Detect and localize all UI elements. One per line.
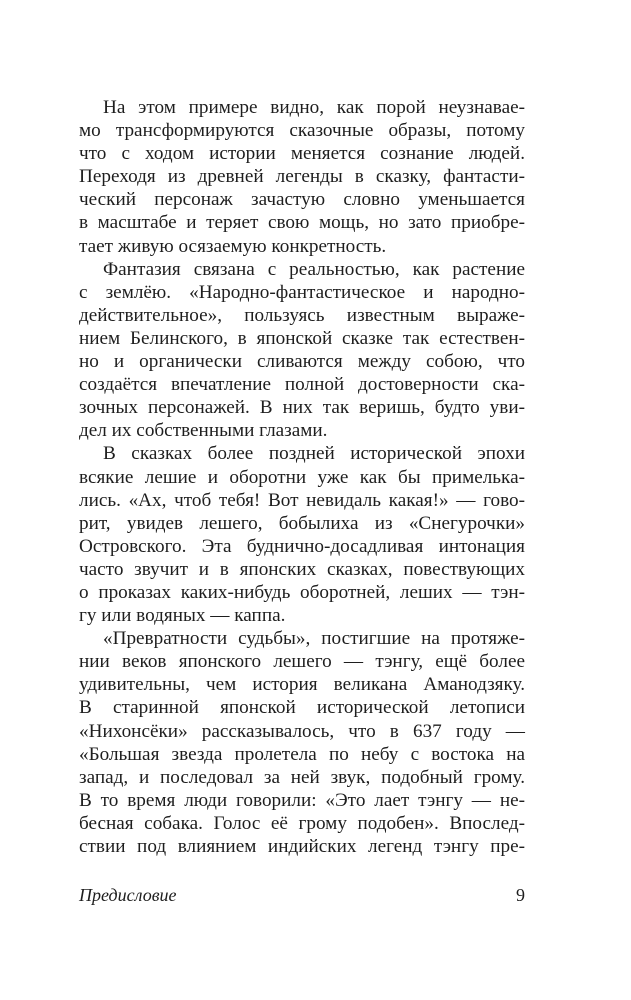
text-line: «Большая звезда пролетела по небу с востока на xyxy=(79,743,525,765)
text-line: зочных персонажей. В них так веришь, будто уви- xyxy=(79,397,525,419)
text-line: о проказах каких-нибудь оборотней, леших — тэн- xyxy=(79,581,525,603)
text-line: с землёю. «Народно-фантастическое и народно- xyxy=(79,281,525,303)
body-text xyxy=(79,96,525,858)
text-line: На этом примере видно, как порой неузнавае- xyxy=(103,97,525,118)
paragraph xyxy=(79,627,525,858)
text-line: бесная собака. Голос её грому подобен». Впослед- xyxy=(79,812,525,834)
text-line: гу или водяных — каппа. xyxy=(79,605,286,627)
paragraph xyxy=(79,96,525,258)
paragraph xyxy=(79,258,525,443)
text-line: нии веков японского лешего — тэнгу, ещё более xyxy=(79,651,525,673)
text-line: рит, увидев лешего, бобылиха из «Снегурочки» xyxy=(79,512,525,534)
text-line: всякие лешие и оборотни уже как бы примелька- xyxy=(79,466,525,488)
text-line: Переходя из древней легенды в сказку, фантасти- xyxy=(79,166,525,188)
text-line: Островского. Эта буднично-досадливая интонация xyxy=(79,535,525,557)
page-number: 9 xyxy=(516,885,525,905)
text-line: действительное», пользуясь известным выраже- xyxy=(79,304,525,326)
text-line: мо трансформируются сказочные образы, потому xyxy=(79,120,525,142)
text-line: что с ходом истории меняется сознание людей. xyxy=(79,143,525,165)
text-line: В то время люди говорили: «Это лает тэнгу — не- xyxy=(79,789,525,811)
running-footer-title: Предисловие xyxy=(79,885,177,905)
text-line: запад, и последовал за ней звук, подобный грому. xyxy=(79,766,525,788)
text-line: но и органически сливаются между собою, что xyxy=(79,351,525,373)
text-line: дел их собственными глазами. xyxy=(79,420,328,442)
text-line: ческий персонаж зачастую словно уменьшается xyxy=(79,189,525,211)
text-line: «Превратности судьбы», постигшие на протяже- xyxy=(103,628,525,650)
text-line: Фантазия связана с реальностью, как растение xyxy=(103,258,525,280)
text-line: в масштабе и теряет свою мощь, но зато приобре- xyxy=(79,212,525,234)
text-line: нием Белинского, в японской сказке так естествен- xyxy=(79,327,525,349)
paragraph xyxy=(79,442,525,627)
text-line: ствии под влиянием индийских легенд тэнгу пре- xyxy=(79,836,525,857)
text-line: тает живую осязаемую конкретность. xyxy=(79,235,387,257)
text-line: В старинной японской исторической летописи xyxy=(79,697,525,719)
text-line: часто звучит и в японских сказках, повествующих xyxy=(79,558,525,580)
text-line: В сказках более поздней исторической эпохи xyxy=(103,443,525,465)
text-line: создаётся впечатление полной достоверности ска- xyxy=(79,374,525,396)
text-line: лись. «Ах, чтоб тебя! Вот невидаль какая!» — гово- xyxy=(79,489,525,511)
text-line: «Нихонсёки» рассказывалось, что в 637 году — xyxy=(79,720,525,742)
text-line: удивительны, чем история великана Аманодзяку. xyxy=(79,674,525,696)
